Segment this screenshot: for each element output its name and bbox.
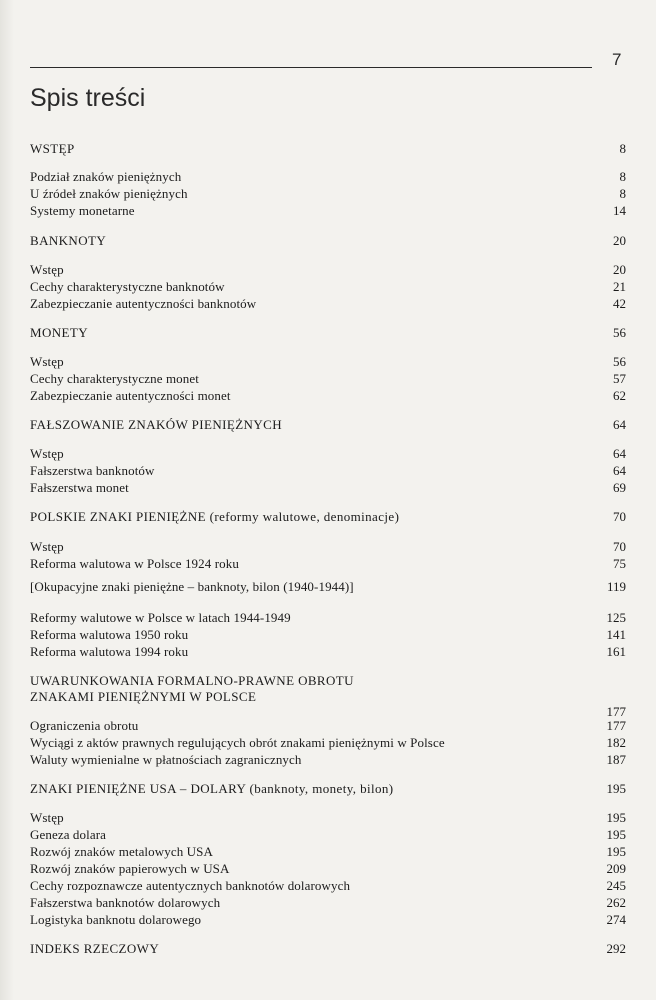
toc-entry-title: U źródeł znaków pieniężnych [30,186,188,201]
toc-entry [30,202,626,219]
toc-entry [30,538,626,555]
toc-entry-page: 209 [606,861,626,876]
toc-entry [30,609,626,626]
toc-entry-page: 177 [606,704,626,719]
toc-entry [30,353,626,370]
toc-entry [30,416,626,433]
toc-entry [30,508,626,525]
toc-entry [30,261,626,278]
toc-entry-page: 161 [606,644,626,659]
toc-entry-title: UWARUNKOWANIA FORMALNO-PRAWNE OBROTU [30,673,354,688]
toc-entry [30,168,626,185]
toc-entry-page: 69 [613,480,626,495]
toc-entry-title: Geneza dolara [30,827,106,842]
toc-entry-title: Cechy charakterystyczne banknotów [30,279,225,294]
toc-entry [30,780,626,797]
toc-entry-title: Wyciągi z aktów prawnych regulujących obrót znakami pieniężnymi w Polsce [30,735,445,750]
toc-entry [30,877,626,894]
toc-entry-page: 14 [613,203,626,218]
toc-entry [30,387,626,404]
toc-entry [30,370,626,387]
toc-entry [30,295,626,312]
toc-entry-page: 195 [606,810,626,825]
toc-entry-page: 42 [613,296,626,311]
toc-entry-title: Reforma walutowa 1950 roku [30,627,189,642]
toc-entry-title: Wstęp [30,262,64,277]
toc-entry [30,232,626,249]
toc-entry [30,860,626,877]
toc-entry-page: 195 [606,781,626,796]
toc-entry-title: ZNAKAMI PIENIĘŻNYMI W POLSCE [30,689,257,704]
page-title: Spis treści [30,84,146,112]
toc-entry-page: 141 [606,627,626,642]
toc-entry-page: 195 [606,827,626,842]
toc-entry [30,911,626,928]
toc-entry-title: Reformy walutowe w Polsce w latach 1944-1949 [30,610,291,625]
page-number: 7 [612,50,622,69]
toc-entry-page: 119 [606,579,626,594]
toc-entry [30,826,626,843]
toc-entry [30,140,626,157]
toc-entry-page: 125 [606,610,626,625]
toc-entry-title: Wstęp [30,810,64,825]
toc-entry-page: 20 [613,233,626,248]
toc-entry [30,462,626,479]
toc-entry-page: 64 [613,463,626,478]
toc-entry [30,278,626,295]
toc-entry-title: WSTĘP [30,141,75,156]
toc-entry-page: 182 [606,735,626,750]
toc-entry [30,751,626,768]
toc-entry-page: 70 [613,539,626,554]
toc-entry-title: Wstęp [30,446,64,461]
toc-entry-page: 64 [613,446,626,461]
toc-entry-title: Cechy charakterystyczne monet [30,371,199,386]
toc-entry [30,324,626,341]
toc-entry-title: Reforma walutowa w Polsce 1924 roku [30,556,239,571]
toc-entry-title: Wstęp [30,539,64,554]
page-edge-shadow [0,0,14,1000]
toc-entry-title: INDEKS RZECZOWY [30,941,160,956]
toc-entry [30,894,626,911]
toc-entry-title: Zabezpieczanie autentyczności monet [30,388,231,403]
toc-entry-title: Waluty wymienialne w płatnościach zagranicznych [30,752,302,767]
toc-entry-title: BANKNOTY [30,233,107,248]
toc-entry [30,445,626,462]
toc-entry-title: Logistyka banknotu dolarowego [30,912,202,927]
toc-entry-page: 187 [606,752,626,767]
toc-entry-title: ZNAKI PIENIĘŻNE USA – DOLARY (banknoty, monety, bilon) [30,781,394,796]
header-rule [30,67,592,68]
toc-entry [30,843,626,860]
toc-entry-page: 62 [613,388,626,403]
toc-entry-title: Zabezpieczanie autentyczności banknotów [30,296,257,311]
toc-entry-page: 274 [606,912,626,927]
toc-entry-page: 57 [613,371,626,386]
toc-entry-title: FAŁSZOWANIE ZNAKÓW PIENIĘŻNYCH [30,417,282,432]
toc-entry [30,578,626,595]
toc-entry-title: [Okupacyjne znaki pieniężne – banknoty, bilon (1940-1944)] [30,579,354,594]
toc-entry-page: 245 [606,878,626,893]
toc-entry [30,643,626,660]
toc-entry-page: 177 [606,718,626,733]
toc-entry [30,734,626,751]
toc-entry-title: Cechy rozpoznawcze autentycznych banknotów dolarowych [30,878,351,893]
toc-entry-title: MONETY [30,325,89,340]
toc-entry-page: 75 [613,556,626,571]
toc-entry-title: Systemy monetarne [30,203,135,218]
toc-entry [30,479,626,496]
toc-entry-page: 262 [606,895,626,910]
toc-entry [30,717,626,734]
toc-entry-page: 8 [619,141,626,156]
toc-entry [30,672,626,689]
toc-entry-title: Podział znaków pieniężnych [30,169,182,184]
toc-entry-title: Ograniczenia obrotu [30,718,139,733]
toc-entry-page: 64 [613,417,626,432]
toc-entry [30,555,626,572]
toc-entry-page: 56 [613,325,626,340]
toc-entry-page: 70 [613,509,626,524]
toc-entry-title: Fałszerstwa banknotów dolarowych [30,895,221,910]
toc-entry-page: 21 [613,279,626,294]
toc-entry-page: 195 [606,844,626,859]
toc-entry-title: Wstęp [30,354,64,369]
toc-entry-title: Fałszerstwa banknotów [30,463,155,478]
toc-entry [30,809,626,826]
toc-entry-title: Rozwój znaków metalowych USA [30,844,213,859]
toc-entry-page: 20 [613,262,626,277]
toc-entry-page: 8 [619,169,626,184]
toc-entry-page: 292 [606,941,626,956]
toc-entry [30,626,626,643]
toc-entry-title: Rozwój znaków papierowych w USA [30,861,230,876]
toc-entry-page: 56 [613,354,626,369]
toc-entry-page: 8 [619,186,626,201]
toc-entry-title: Reforma walutowa 1994 roku [30,644,189,659]
toc-entry [30,940,626,957]
toc-entry-title: POLSKIE ZNAKI PIENIĘŻNE (reformy walutowe, denominacje) [30,509,400,524]
toc-entry [30,185,626,202]
toc-entry-title: Fałszerstwa monet [30,480,129,495]
